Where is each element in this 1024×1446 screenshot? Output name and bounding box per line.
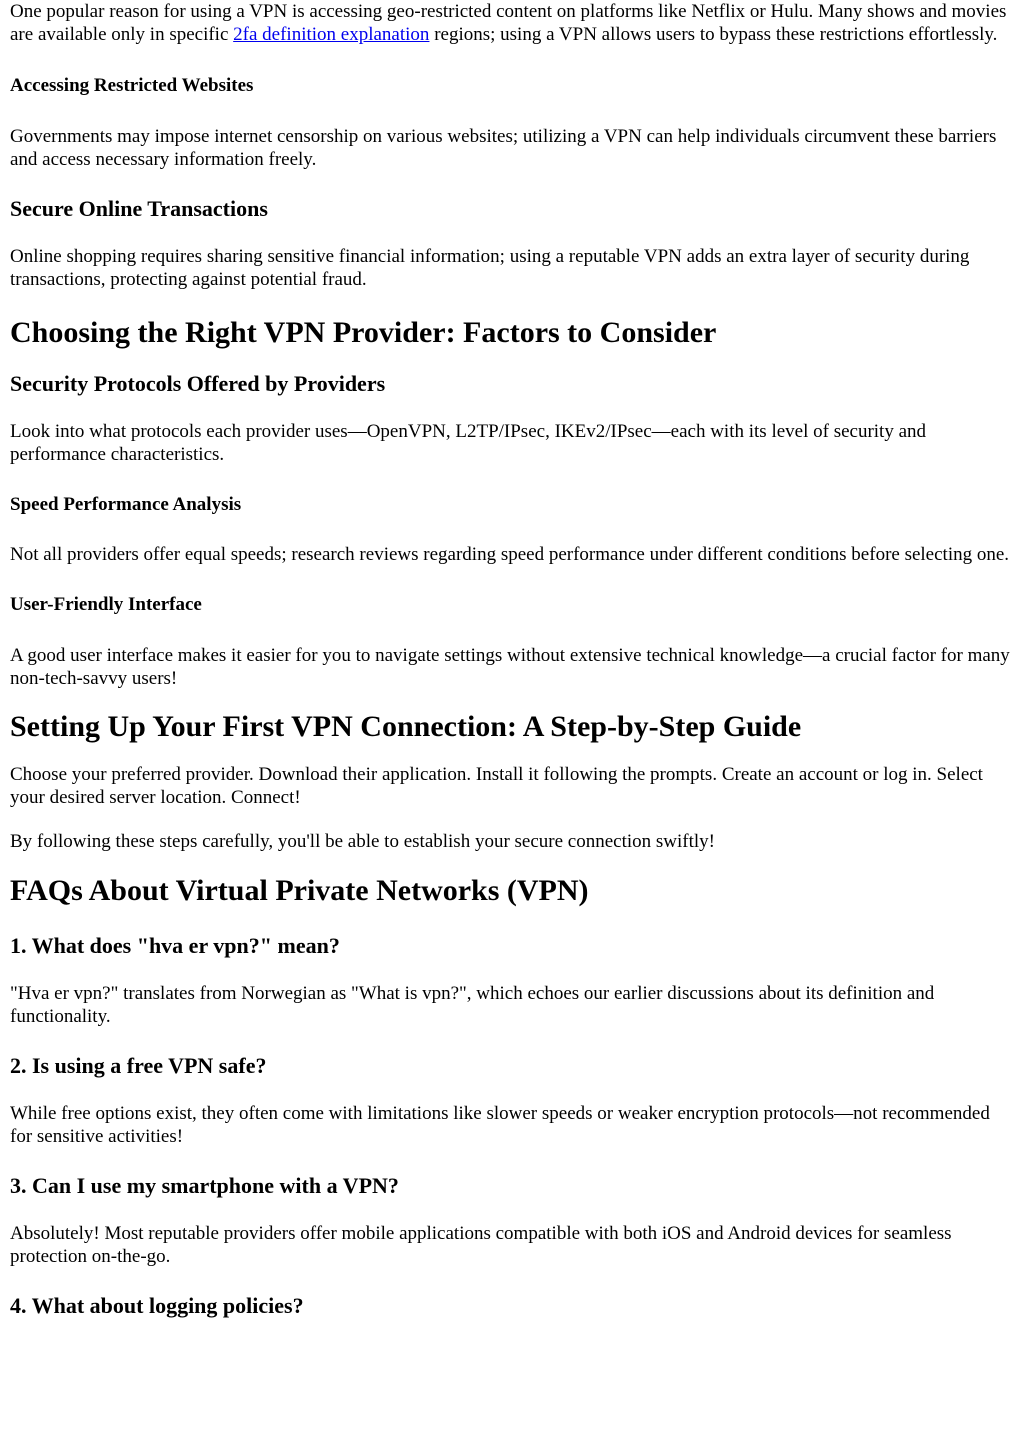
faq-answer: "Hva er vpn?" translates from Norwegian as "What is vpn?", which echoes our earlier discussions about its definition and functionality. (10, 983, 935, 1027)
protocols-heading: Security Protocols Offered by Providers (10, 371, 386, 396)
faq-question: 3. Can I use my smartphone with a VPN? (10, 1173, 399, 1198)
choosing-heading: Choosing the Right VPN Provider: Factors to Consider (10, 316, 717, 349)
ui-paragraph: A good user interface makes it easier for you to navigate settings without extensive technical knowledge—a crucial factor for many non-tech-savvy users! (10, 645, 1010, 689)
faq-question: 2. Is using a free VPN safe? (10, 1053, 267, 1078)
intro-paragraph: One popular reason for using a VPN is accessing geo-restricted content on platforms like Netflix or Hulu. Many shows and movies are available only in specific 2fa definition explanation regions; using a VPN allows users to bypass these restrictions effortlessly. (10, 1, 1007, 45)
speed-heading: Speed Performance Analysis (10, 494, 242, 515)
accessing-heading: Accessing Restricted Websites (10, 75, 254, 96)
2fa-definition-link[interactable]: 2fa definition explanation (233, 24, 430, 45)
speed-paragraph: Not all providers offer equal speeds; research reviews regarding speed performance under different conditions before selecting one. (10, 544, 1010, 565)
setup-heading: Setting Up Your First VPN Connection: A Step-by-Step Guide (10, 710, 802, 743)
accessing-paragraph: Governments may impose internet censorship on various websites; utilizing a VPN can help individuals circumvent these barriers and access necessary information freely. (10, 126, 997, 170)
setup-closing-paragraph: By following these steps carefully, you'll be able to establish your secure connection swiftly! (10, 831, 716, 852)
faq-question: 4. What about logging policies? (10, 1293, 304, 1318)
ui-heading: User-Friendly Interface (10, 594, 202, 615)
secure-heading: Secure Online Transactions (10, 196, 268, 221)
faq-answer: Absolutely! Most reputable providers offer mobile applications compatible with both iOS and Android devices for seamless protection on-the-go. (10, 1223, 952, 1267)
faq-answer: While free options exist, they often come with limitations like slower speeds or weaker encryption protocols—not recommended for sensitive activities! (10, 1103, 990, 1147)
secure-paragraph: Online shopping requires sharing sensitive financial information; using a reputable VPN adds an extra layer of security during transactions, protecting against potential fraud. (10, 246, 970, 290)
setup-steps-paragraph: Choose your preferred provider. Download their application. Install it following the prompts. Create an account or log in. Select your desired server location. Connect! (10, 764, 983, 808)
faq-question: 1. What does "hva er vpn?" mean? (10, 933, 340, 958)
faqs-heading: FAQs About Virtual Private Networks (VPN) (10, 874, 589, 907)
protocols-paragraph: Look into what protocols each provider uses—OpenVPN, L2TP/IPsec, IKEv2/IPsec—each with its level of security and performance characteristics. (10, 421, 927, 465)
